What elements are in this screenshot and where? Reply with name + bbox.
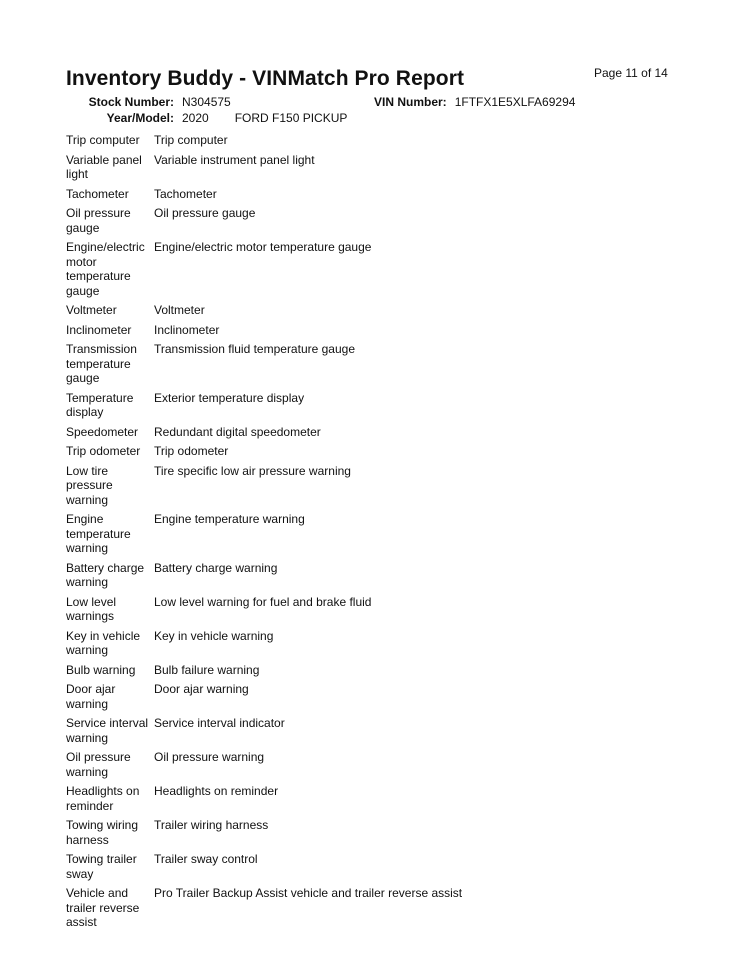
feature-description: Oil pressure warning [154,750,265,764]
feature-description: Trip computer [154,133,228,147]
feature-description: Bulb failure warning [154,662,260,677]
year-value: 2020 [182,111,209,125]
feature-row [66,464,686,508]
feature-name: Tachometer [66,186,129,201]
feature-row [66,663,686,678]
feature-name: Vehicle and trailer reverse assist [66,886,140,929]
model-value: FORD F150 PICKUP [234,111,348,125]
feature-row [66,133,686,148]
feature-description: Headlights on reminder [154,784,279,798]
feature-name: Voltmeter [66,303,117,317]
feature-row [66,425,686,440]
feature-name: Inclinometer [66,322,132,337]
feature-description: Engine/electric motor temperature gauge [154,240,372,254]
stock-number-label: Stock Number: [88,95,174,109]
feature-row [66,682,686,711]
feature-description: Tachometer [154,186,217,201]
feature-name: Engine temperature warning [66,512,131,555]
feature-name: Trip computer [66,133,140,147]
feature-description: Engine temperature warning [154,512,305,526]
feature-description: Battery charge warning [154,560,278,575]
feature-name: Service interval warning [66,716,149,745]
feature-row [66,561,686,590]
feature-description: Transmission fluid temperature gauge [154,342,355,356]
stock-number-value: N304575 [182,95,231,109]
feature-description: Pro Trailer Backup Assist vehicle and trailer reverse assist [154,886,463,900]
feature-row [66,852,686,881]
year-model-label: Year/Model: [106,111,174,125]
feature-name: Towing wiring harness [66,818,139,847]
report-title: Inventory Buddy - VINMatch Pro Report [66,67,465,90]
feature-description: Voltmeter [154,303,205,317]
feature-name: Temperature display [66,390,134,419]
vin-number-value: 1FTFX1E5XLFA69294 [454,95,576,109]
feature-description: Trip odometer [154,444,229,458]
feature-row [66,240,686,298]
feature-description: Low level warning for fuel and brake fluid [154,594,372,609]
feature-row [66,342,686,386]
feature-description: Exterior temperature display [154,390,305,405]
feature-name: Door ajar warning [66,682,116,711]
vin-number-row [374,95,575,109]
feature-name: Oil pressure warning [66,750,131,779]
stock-number-row [66,95,231,109]
feature-row [66,716,686,745]
feature-name: Engine/electric motor temperature gauge [66,240,145,298]
feature-row [66,153,686,182]
feature-row [66,206,686,235]
feature-name: Key in vehicle warning [66,628,141,657]
feature-row [66,784,686,813]
feature-description: Redundant digital speedometer [154,424,321,439]
vin-number-label: VIN Number: [374,95,447,109]
feature-name: Variable panel light [66,152,142,181]
feature-description: Door ajar warning [154,682,249,696]
feature-row [66,303,686,318]
feature-description: Tire specific low air pressure warning [154,463,351,478]
feature-list [66,133,686,935]
feature-description: Trailer wiring harness [154,818,269,832]
feature-description: Oil pressure gauge [154,206,256,220]
feature-name: Transmission temperature gauge [66,342,137,385]
feature-name: Low level warnings [66,594,117,623]
feature-description: Variable instrument panel light [154,152,315,167]
feature-row [66,512,686,556]
feature-name: Towing trailer sway [66,852,137,881]
feature-name: Bulb warning [66,662,136,677]
feature-name: Low tire pressure warning [66,463,113,507]
feature-description: Service interval indicator [154,716,285,730]
year-model-row [66,111,347,125]
feature-row [66,323,686,338]
feature-row [66,886,686,930]
feature-row [66,187,686,202]
feature-name: Speedometer [66,424,139,439]
feature-name: Headlights on reminder [66,784,140,813]
page-number: Page 11 of 14 [594,66,668,80]
feature-description: Key in vehicle warning [154,628,274,643]
feature-name: Oil pressure gauge [66,206,131,235]
feature-row [66,391,686,420]
feature-name: Trip odometer [66,444,141,458]
feature-description: Trailer sway control [154,852,258,866]
feature-row [66,818,686,847]
feature-row [66,595,686,624]
feature-description: Inclinometer [154,322,220,337]
feature-name: Battery charge warning [66,560,145,589]
feature-row [66,629,686,658]
feature-row [66,444,686,459]
feature-row [66,750,686,779]
